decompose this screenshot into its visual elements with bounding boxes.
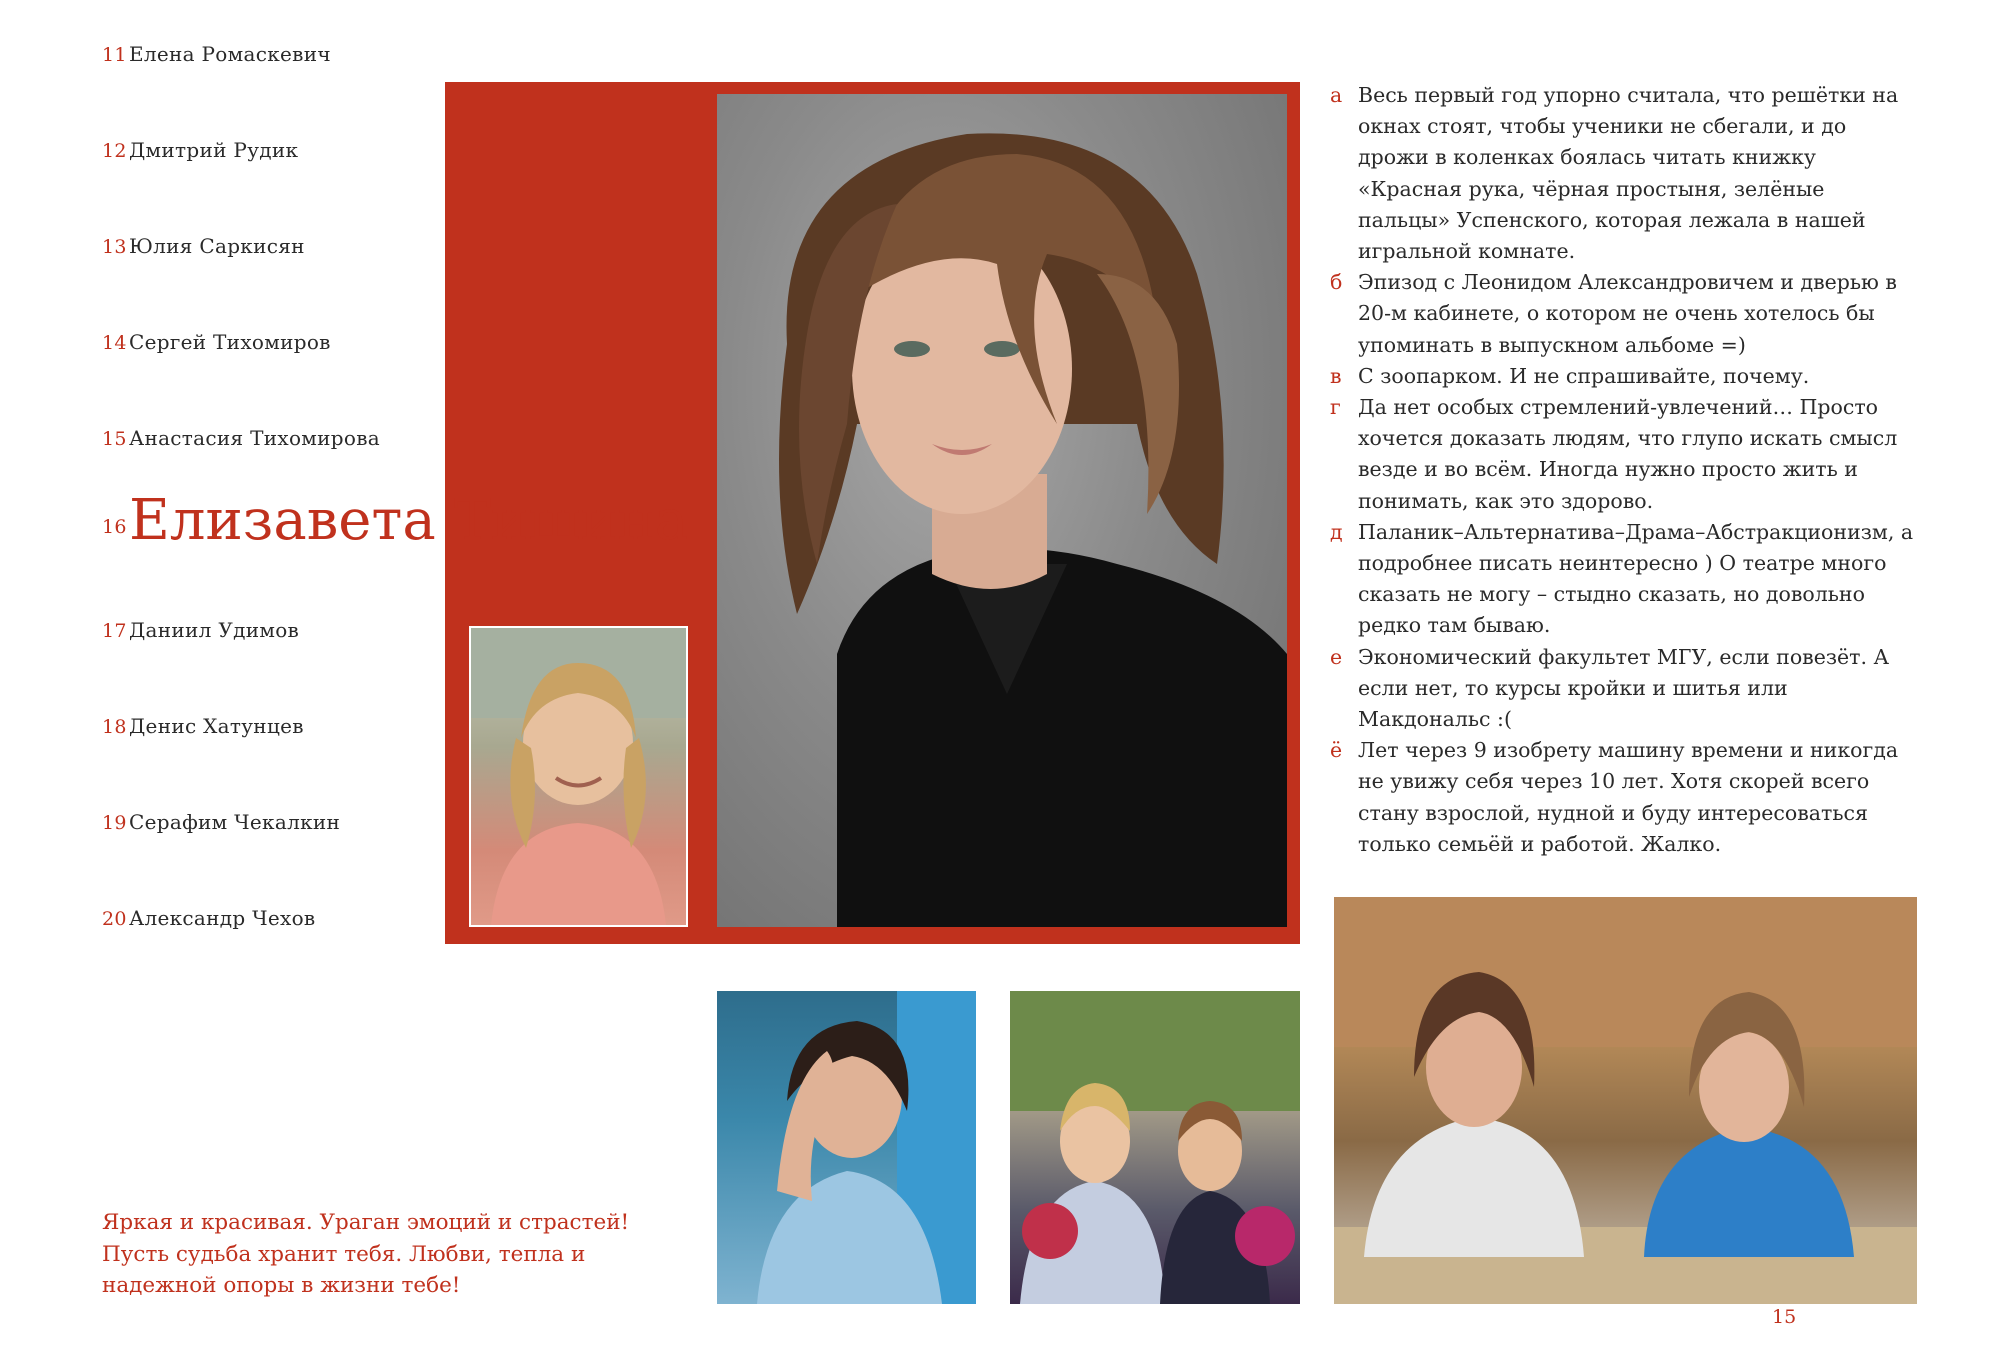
student-entry bbox=[102, 618, 299, 642]
student-number: 20 bbox=[102, 908, 127, 930]
answer-item bbox=[1330, 361, 1920, 392]
student-number: 19 bbox=[102, 812, 127, 834]
answer-text: Экономический факультет МГУ, если повезёт. А если нет, то курсы кройки и шитья или Макдональс :( bbox=[1358, 644, 1890, 732]
student-name: Денис Хатунцев bbox=[129, 714, 304, 738]
page-number: 15 bbox=[1772, 1306, 1797, 1328]
answer-text: С зоопарком. И не спрашивайте, почему. bbox=[1358, 363, 1810, 388]
student-entry bbox=[102, 714, 304, 738]
answer-letter: д bbox=[1330, 519, 1343, 544]
answer-item bbox=[1330, 392, 1920, 517]
student-name: Юлия Саркисян bbox=[129, 234, 305, 258]
answer-letter: б bbox=[1330, 270, 1343, 295]
student-entry bbox=[102, 138, 298, 162]
answer-item bbox=[1330, 267, 1920, 361]
answer-letter: а bbox=[1330, 83, 1343, 107]
student-entry bbox=[102, 426, 380, 450]
student-entry bbox=[102, 234, 305, 258]
answer-item bbox=[1330, 642, 1920, 736]
student-name: Даниил Удимов bbox=[129, 618, 300, 642]
student-number: 17 bbox=[102, 620, 127, 642]
student-name: Елизавета Тишина bbox=[129, 488, 689, 553]
student-number: 14 bbox=[102, 332, 127, 354]
answer-text: Лет через 9 изобрету машину времени и никогда не увижу себя через 10 лет. Хотя скорей всего стану взрослой, нудной и буду интересоваться только семьёй и работой. Жалко. bbox=[1358, 738, 1899, 856]
student-number: 11 bbox=[102, 44, 127, 66]
childhood-photo bbox=[469, 626, 688, 927]
student-name: Александр Чехов bbox=[129, 906, 316, 930]
answer-text: Весь первый год упорно считала, что решётки на окнах стоят, чтобы ученики не сбегали, и до дрожи в коленках боялась читать книжку «Красная рука, чёрная простыня, зелёные пальцы» Успенского, которая лежала в нашей игральной комнате. bbox=[1358, 83, 1899, 264]
student-name: Сергей Тихомиров bbox=[129, 330, 331, 354]
answer-text: Эпизод с Леонидом Александровичем и дверью в 20-м кабинете, о котором не очень хотелось бы упоминать в выпускном альбоме =) bbox=[1358, 270, 1897, 357]
student-entry bbox=[102, 906, 316, 930]
student-entry bbox=[102, 42, 331, 66]
answer-letter: е bbox=[1330, 644, 1343, 669]
student-name: Серафим Чекалкин bbox=[129, 810, 341, 834]
student-number: 16 bbox=[102, 516, 127, 538]
wish-text: Яркая и красивая. Ураган эмоций и страстей! Пусть судьба хранит тебя. Любви, тепла и надежной опоры в жизни тебе! bbox=[102, 1210, 630, 1298]
photo-classroom-students bbox=[1334, 897, 1917, 1304]
answer-letter: г bbox=[1330, 395, 1341, 420]
featured-student-name bbox=[102, 488, 688, 553]
answer-text: Паланик–Альтернатива–Драма–Абстракционизм, а подробнее писать неинтересно ) О театре много сказать не могу – стыдно сказать, но довольно редко там бываю. bbox=[1358, 519, 1914, 638]
student-number: 12 bbox=[102, 140, 127, 162]
student-entry bbox=[102, 810, 340, 834]
answer-item bbox=[1330, 80, 1920, 267]
student-number: 18 bbox=[102, 716, 127, 738]
answer-letter: в bbox=[1330, 363, 1342, 388]
answer-item bbox=[1330, 517, 1920, 642]
answer-text: Да нет особых стремлений-увлечений… Просто хочется доказать людям, что глупо искать смысл везде и во всём. Иногда нужно просто жить и понимать, как это здорово. bbox=[1358, 395, 1898, 513]
photo-first-grade-kids bbox=[1010, 991, 1300, 1304]
main-portrait-photo bbox=[717, 94, 1287, 927]
student-name: Дмитрий Рудик bbox=[129, 138, 299, 162]
student-entry bbox=[102, 330, 331, 354]
answers-column bbox=[1330, 80, 1920, 860]
answer-letter: ё bbox=[1330, 738, 1343, 763]
student-number: 13 bbox=[102, 236, 127, 258]
photo-girl-hand-on-head bbox=[717, 991, 976, 1304]
answer-item bbox=[1330, 735, 1920, 860]
student-number: 15 bbox=[102, 428, 127, 450]
student-name: Елена Ромаскевич bbox=[129, 42, 331, 66]
student-name: Анастасия Тихомирова bbox=[129, 426, 380, 450]
